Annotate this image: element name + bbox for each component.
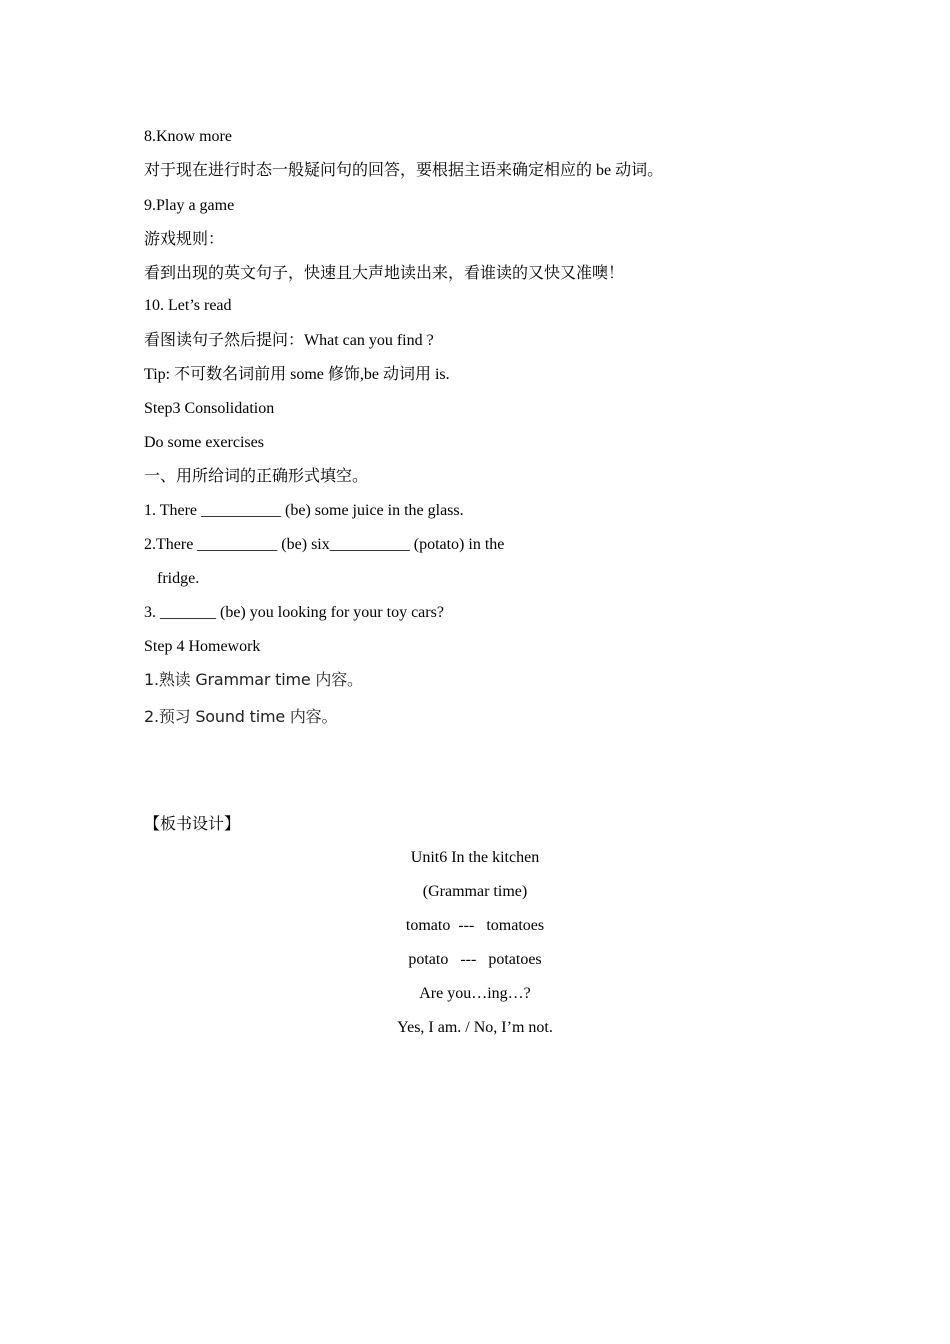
lets-read-instruction: 看图读句子然后提问：What can you find ? — [144, 332, 434, 349]
know-more-text: 对于现在进行时态一般疑问句的回答，要根据主语来确定相应的 be 动词。 — [144, 162, 664, 179]
board-plural-tomato: tomato --- tomatoes — [405, 917, 545, 934]
exercises-heading: Do some exercises — [144, 434, 264, 451]
exercise-item-3: 3. _______ (be) you looking for your toy cars? — [144, 604, 444, 621]
board-subtitle: (Grammar time) — [422, 883, 528, 900]
game-rules-label: 游戏规则： — [144, 231, 225, 248]
board-question-pattern: Are you…ing…? — [419, 985, 531, 1002]
exercise-item-2: 2.There __________ (be) six__________ (potato) in the — [144, 536, 505, 553]
exercise-instruction: 一、用所给词的正确形式填空。 — [144, 468, 369, 485]
section-lets-read-heading: 10. Let’s read — [144, 297, 232, 314]
tip-text: Tip: 不可数名词前用 some 修饰,be 动词用 is. — [144, 366, 450, 383]
homework-item-1: 1.熟读 Grammar time 内容。 — [144, 670, 363, 689]
homework-item-2: 2.预习 Sound time 内容。 — [144, 707, 338, 726]
section-know-more-heading: 8.Know more — [144, 128, 232, 145]
step4-heading: Step 4 Homework — [144, 638, 261, 655]
step3-heading: Step3 Consolidation — [144, 400, 275, 417]
exercise-item-1: 1. There __________ (be) some juice in the glass. — [144, 502, 464, 519]
section-play-game-heading: 9.Play a game — [144, 197, 235, 214]
board-title: Unit6 In the kitchen — [410, 849, 540, 866]
board-answer-pattern: Yes, I am. / No, I’m not. — [397, 1019, 553, 1036]
game-rules-text: 看到出现的英文句子，快速且大声地读出来，看谁读的又快又准噢！ — [144, 265, 625, 282]
board-design-heading: 【板书设计】 — [144, 816, 241, 833]
board-plural-potato: potato --- potatoes — [408, 951, 542, 968]
exercise-item-2-continuation: fridge. — [157, 570, 200, 587]
